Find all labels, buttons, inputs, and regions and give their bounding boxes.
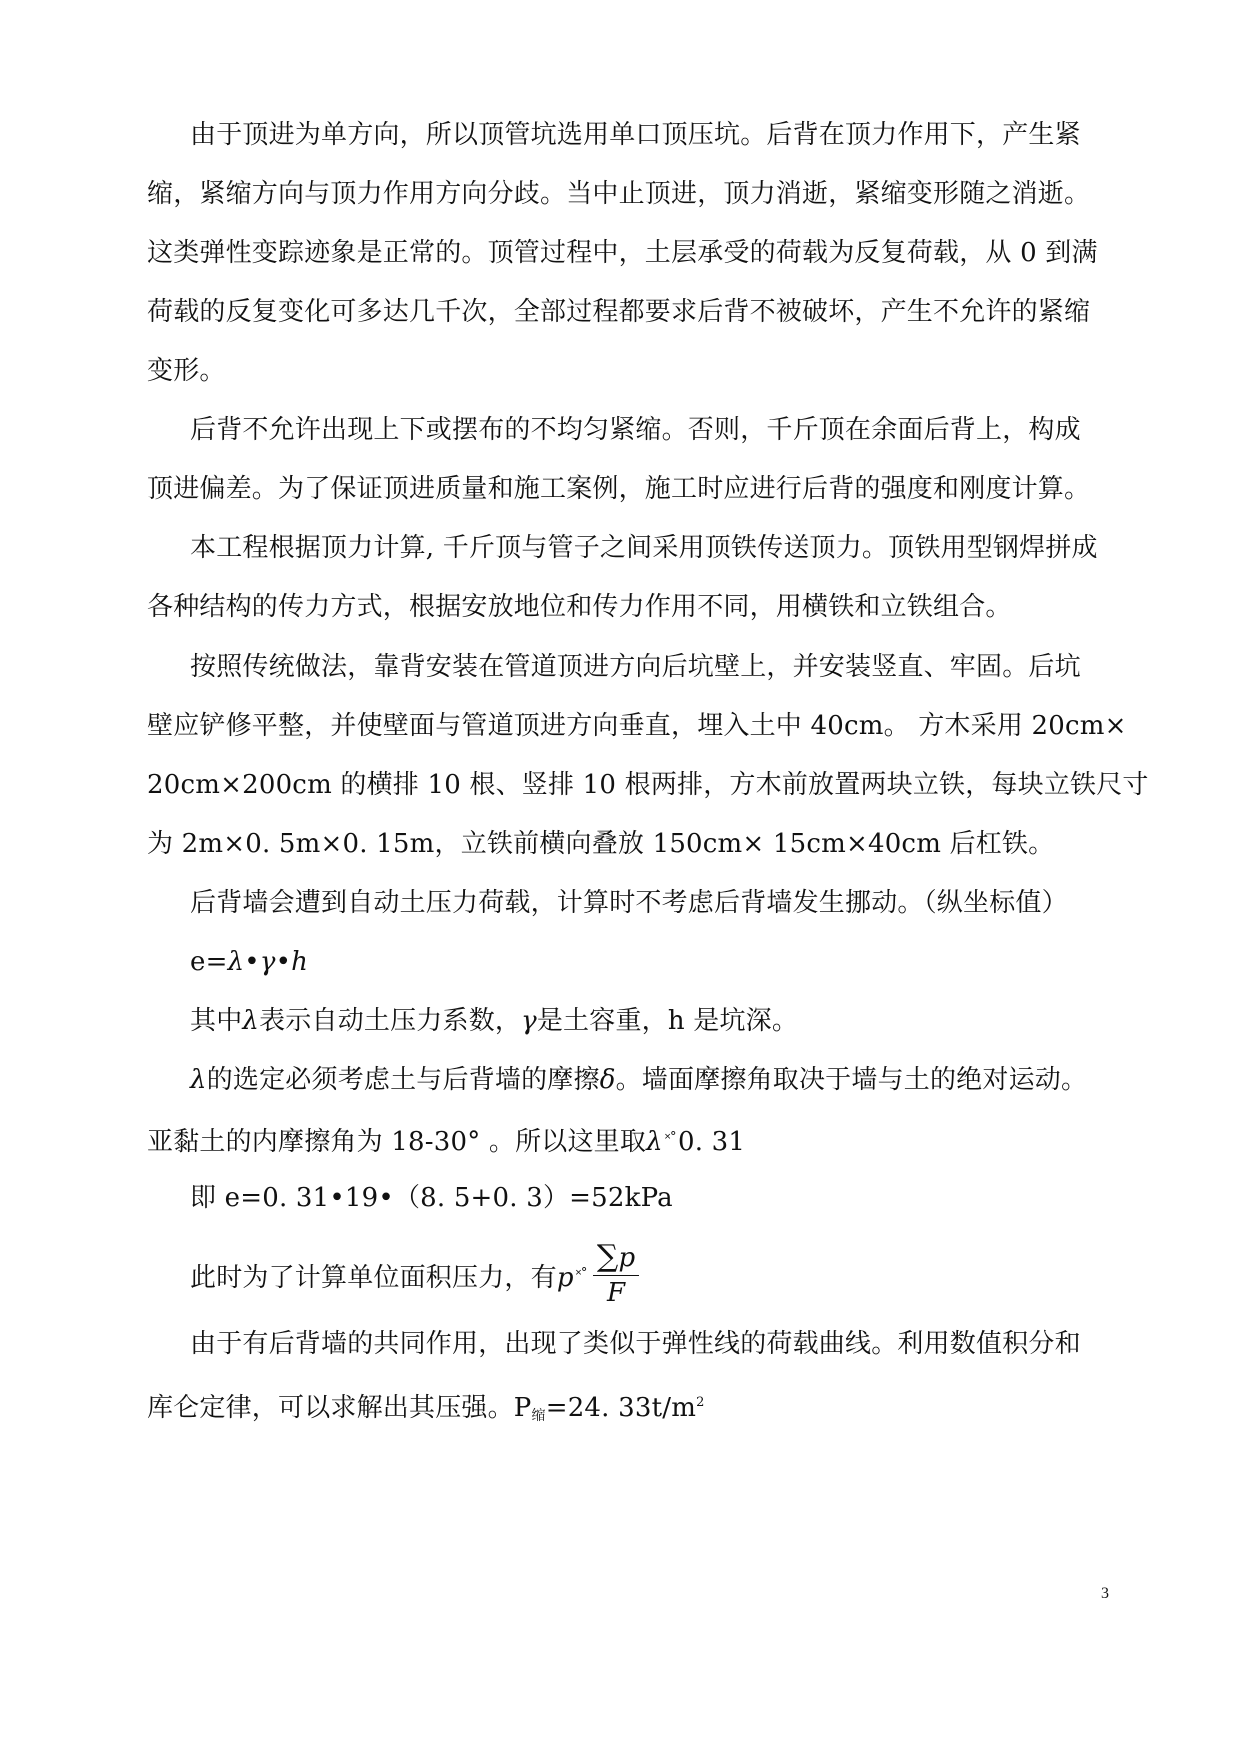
text-span: 库仑定律，可以求解出其压强。P <box>147 1393 532 1423</box>
lambda-symbol: λ <box>646 1127 663 1157</box>
paragraph-9: 即 e=0. 31•19•（8. 5+0. 3）=52kPa <box>190 1183 673 1213</box>
paragraph-1-line-3: 这类弹性变踪迹象是正常的。顶管过程中，土层承受的荷载为反复荷载，从 0 到满 <box>147 238 1098 268</box>
sigma-symbol: ∑ <box>596 1239 619 1274</box>
text-span: 此时为了计算单位面积压力，有 <box>190 1263 557 1293</box>
paragraph-4-line-3: 20cm×200cm 的横排 10 根、竖排 10 根两排，方木前放置两块立铁，每块立铁尺寸 <box>147 770 1149 800</box>
text-span: 亚黏土的内摩擦角为 18-30° 。所以这里取 <box>147 1127 647 1157</box>
paragraph-4-line-2: 壁应铲修平整，并使壁面与管道顶进方向垂直，埋入土中 40cm。 方木采用 20cm× <box>147 711 1127 741</box>
approx-glyph: ˟˚ <box>664 1130 677 1148</box>
paragraph-11-line-1: 由于有后背墙的共同作用，出现了类似于弹性线的荷载曲线。利用数值积分和 <box>190 1329 1081 1359</box>
paragraph-4-line-4: 为 2m×0. 5m×0. 15m，立铁前横向叠放 150cm× 15cm×40cm 后杠铁。 <box>147 829 1055 859</box>
paragraph-7 <box>190 1063 1150 1097</box>
text-span: 是土容重，h 是坑深。 <box>536 1006 799 1036</box>
formula-prefix: e= <box>190 947 228 977</box>
h-symbol: h <box>291 947 309 977</box>
paragraph-3-line-2: 各种结构的传力方式，根据安放地位和传力作用不同，用横铁和立铁组合。 <box>147 592 1012 622</box>
delta-symbol: δ <box>599 1065 616 1095</box>
paragraph-2-line-2: 顶进偏差。为了保证顶进质量和施工案例，施工时应进行后背的强度和刚度计算。 <box>147 474 1091 504</box>
p-symbol: p <box>618 1243 636 1273</box>
text-span: 其中 <box>190 1006 243 1036</box>
text-span: 。墙面摩擦角取决于墙与土的绝对运动。 <box>615 1065 1088 1095</box>
gamma-symbol: γ <box>521 1006 537 1036</box>
paragraph-4-line-1: 按照传统做法，靠背安装在管道顶进方向后坑壁上，并安装竖直、牢固。后坑 <box>190 652 1081 682</box>
paragraph-1-line-4: 荷载的反复变化可多达几千次，全部过程都要求后背不被破坏，产生不允许的紧缩 <box>147 297 1091 327</box>
lambda-symbol: λ <box>190 1065 207 1095</box>
fraction-numerator <box>593 1239 639 1276</box>
paragraph-11-line-2 <box>147 1386 1107 1433</box>
approx-glyph: ˟˚ <box>575 1266 587 1284</box>
text-span: 表示自动土压力系数， <box>259 1006 522 1036</box>
paragraph-8 <box>147 1122 1107 1159</box>
paragraph-6 <box>190 1004 1150 1038</box>
text-span: 0. 31 <box>678 1127 746 1157</box>
paragraph-10 <box>190 1239 1150 1312</box>
dot-operator: • <box>244 947 260 977</box>
dot-operator: • <box>275 947 292 977</box>
text-span: =24. 33t/m <box>545 1393 697 1423</box>
text-span: 的选定必须考虑土与后背墙的摩擦 <box>206 1065 600 1095</box>
paragraph-1-line-5: 变形。 <box>147 356 226 386</box>
superscript: 2 <box>696 1395 705 1410</box>
formula-earth-pressure <box>190 945 1150 979</box>
lambda-symbol: λ <box>227 947 245 977</box>
paragraph-1-line-1: 由于顶进为单方向，所以顶管坑选用单口顶压坑。后背在顶力作用下，产生紧 <box>190 120 1081 150</box>
fraction-denominator: F <box>607 1278 626 1308</box>
gamma-symbol: γ <box>259 947 276 977</box>
paragraph-3-line-1: 本工程根据顶力计算, 千斤顶与管子之间采用顶铁传送顶力。顶铁用型钢焊拼成 <box>190 533 1098 563</box>
page-number: 3 <box>1101 1585 1109 1602</box>
lambda-symbol: λ <box>242 1006 260 1036</box>
paragraph-5-line-1: 后背墙会遭到自动土压力荷载，计算时不考虑后背墙发生挪动。（纵坐标值） <box>190 888 1068 918</box>
subscript: 缩 <box>531 1408 546 1424</box>
fraction <box>593 1239 639 1308</box>
paragraph-2-line-1: 后背不允许出现上下或摆布的不均匀紧缩。否则，千斤顶在余面后背上，构成 <box>190 415 1081 445</box>
paragraph-1-line-2: 缩，紧缩方向与顶力作用方向分歧。当中止顶进，顶力消逝，紧缩变形随之消逝。 <box>147 179 1091 209</box>
p-symbol: p <box>556 1263 574 1293</box>
